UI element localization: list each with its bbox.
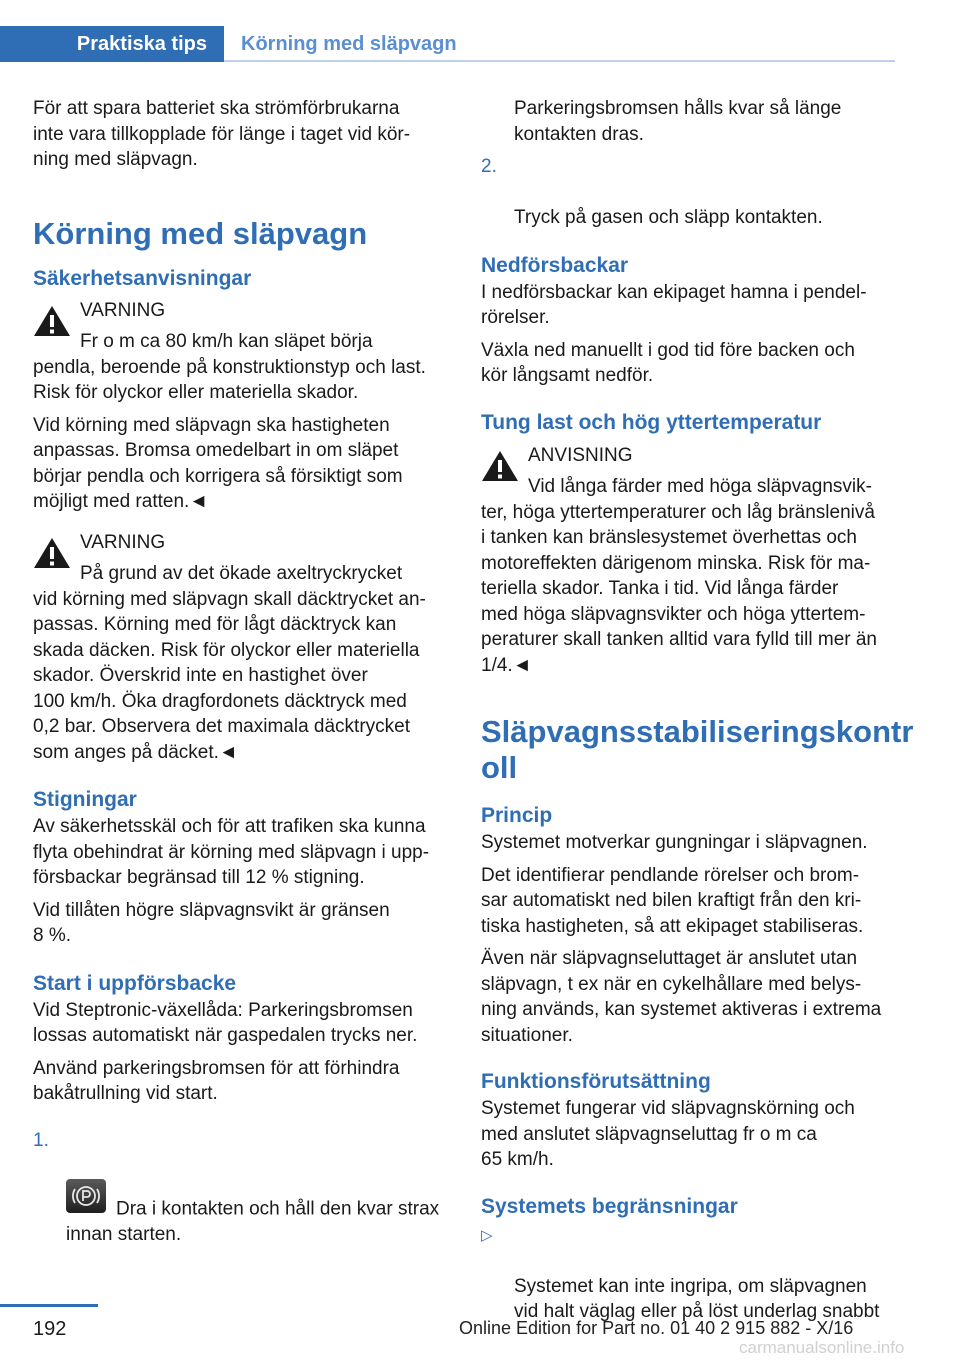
tab-korning-med-slapvagn[interactable]: Körning med släpvagn — [241, 32, 457, 55]
warning-1-text: pendla, beroende på konstruktionstyp och last. Risk för olyckor eller materiella skador. — [33, 356, 426, 403]
heading-stigningar: Stigningar — [33, 788, 137, 811]
step-1-more-text: Parkeringsbromsen hålls kvar så länge kontakten dras. — [514, 98, 842, 145]
footer-accent-bar — [0, 1304, 98, 1307]
warning-block-1 — [33, 298, 453, 355]
nedforsbackar-paragraph-2: Växla ned manuellt i god tid före backen och kör långsamt nedför. — [481, 339, 855, 386]
notice-text: ter, höga yttertemperaturer och låg bränslenivå i tanken kan bränslesystemet överhettas och motoreffekten därigenom minska. Risk för ma‐ teriella skador. Tanka i tid. Vid långa färder med höga släpvagnsvikter och höga yttertem‐ peraturer skall tanken alltid vara fylld till mer än 1/4.◄ — [481, 501, 878, 676]
bullet-text: Systemet kan inte ingripa, om släpvagnen vid halt väglag eller på löst underlag snabbt — [514, 1275, 880, 1322]
page-number: 192 — [33, 1318, 67, 1340]
step-2-number: 2. — [481, 156, 497, 177]
warning-2-line: På grund av det ökade axeltryckrycket — [80, 563, 403, 584]
heading-tung-last: Tung last och hög yttertemperatur — [481, 410, 822, 434]
princip-paragraph-3: Även när släpvagnseluttaget är anslutet utan släpvagn, t ex när en cykelhållare med belys‐ ning används, kan systemet aktiveras i extrema situationer. — [481, 948, 882, 1046]
notice-block — [481, 443, 901, 500]
stigningar-paragraph-2: Vid tillåten högre släpvagnsvikt är gränsen 8 %. — [33, 899, 390, 946]
list-item-step-1 — [33, 1128, 453, 1222]
heading-princip: Princip — [481, 804, 553, 827]
heading-start-i-uppforsbacke: Start i uppförsbacke — [33, 971, 237, 995]
step-2-text: Tryck på gasen och släpp kontakten. — [514, 207, 823, 228]
step-1-text: Dra i kontakten och håll den kvar strax — [116, 1198, 440, 1219]
warning-1-line: Fr o m ca 80 km/h kan släpet börja — [80, 331, 373, 352]
bullet-triangle-icon: ▷ — [481, 1226, 493, 1244]
parking-brake-button-icon — [66, 1179, 106, 1213]
tab-praktiska-tips[interactable]: Praktiska tips — [0, 26, 224, 62]
section-title-slapvagnsstabilisering: Släpvagnsstabiliseringskontr oll — [481, 714, 914, 785]
notice-line: Vid långa färder med höga släpvagnsvik‐ — [528, 476, 872, 497]
intro-paragraph: För att spara batteriet ska strömförbrukarna inte vara tillkopplade för länge i taget vid kör‐ ning med släpvagn. — [33, 98, 411, 170]
header-divider — [224, 60, 895, 62]
funktion-paragraph: Systemet fungerar vid släpvagnskörning och med anslutet släpvagnseluttag fr o m ca 65 km/h. — [481, 1098, 855, 1170]
warning-triangle-icon — [481, 449, 519, 482]
heading-systemets-begransningar: Systemets begränsningar — [481, 1194, 738, 1218]
heading-sakerhetsanvisningar: Säkerhetsanvisningar — [33, 266, 252, 290]
warning-triangle-icon — [33, 304, 71, 337]
section-title: Körning med släpvagn — [33, 215, 368, 251]
header-tabs — [0, 26, 895, 62]
stigningar-paragraph-1: Av säkerhetsskäl och för att trafiken ska kunna flyta obehindrat är körning med släpvagn i upp‐ försbackar begränsad till 12 % stigning. — [33, 816, 430, 888]
step-1-continued: innan starten. — [66, 1223, 182, 1245]
right-column — [481, 96, 914, 1332]
warning-block-2 — [33, 530, 453, 587]
list-item-step-2 — [481, 154, 901, 231]
heading-funktionsforutsattning: Funktionsförutsättning — [481, 1070, 711, 1093]
warning-2-title: VARNING — [80, 531, 166, 553]
heading-nedforsbackar: Nedförsbackar — [481, 253, 629, 277]
warning-triangle-icon — [33, 536, 71, 569]
princip-paragraph-2: Det identifierar pendlande rörelser och brom‐ sar automatiskt ned bilen kraftigt från den kri‐ tiska hastigheten, så att ekipaget stabiliseras. — [481, 864, 864, 937]
warning-1-title: VARNING — [80, 299, 166, 321]
notice-title: ANVISNING — [528, 444, 633, 466]
warning-2-text: vid körning med släpvagn skall däcktrycket an‐ passas. Körning med för lågt däcktryck kan skada däcken. Risk för olyckor eller materiella skador. Överskrid inte en hastighet över 100 km/h. Öka dragfordonets däcktryck med 0,2 bar. Observera det maximala däcktrycket som anges på däcket.◄ — [33, 588, 426, 763]
warning-1-paragraph-2: Vid körning med släpvagn ska hastigheten anpassas. Bromsa omedelbart in om släpet börjar pendla och korrigera så försiktigt som möjligt med ratten.◄ — [33, 414, 403, 512]
footer-edition: Online Edition for Part no. 01 40 2 915 882 - X/16 — [459, 1318, 854, 1338]
list-item-bullet — [481, 1223, 901, 1325]
start-paragraph-1: Vid Steptronic-växellåda: Parkeringsbromsen lossas automatiskt när gaspedalen trycks ner. — [33, 999, 418, 1046]
start-paragraph-2: Använd parkeringsbromsen för att förhindra bakåtrullning vid start. — [33, 1057, 400, 1104]
nedforsbackar-paragraph-1: I nedförsbackar kan ekipaget hamna i pendel‐ rörelser. — [481, 281, 867, 328]
left-column — [33, 96, 453, 1254]
princip-paragraph-1: Systemet motverkar gungningar i släpvagnen. — [481, 832, 868, 853]
watermark: carmanualsonline.info — [739, 1338, 905, 1357]
step-1-number: 1. — [33, 1129, 49, 1151]
